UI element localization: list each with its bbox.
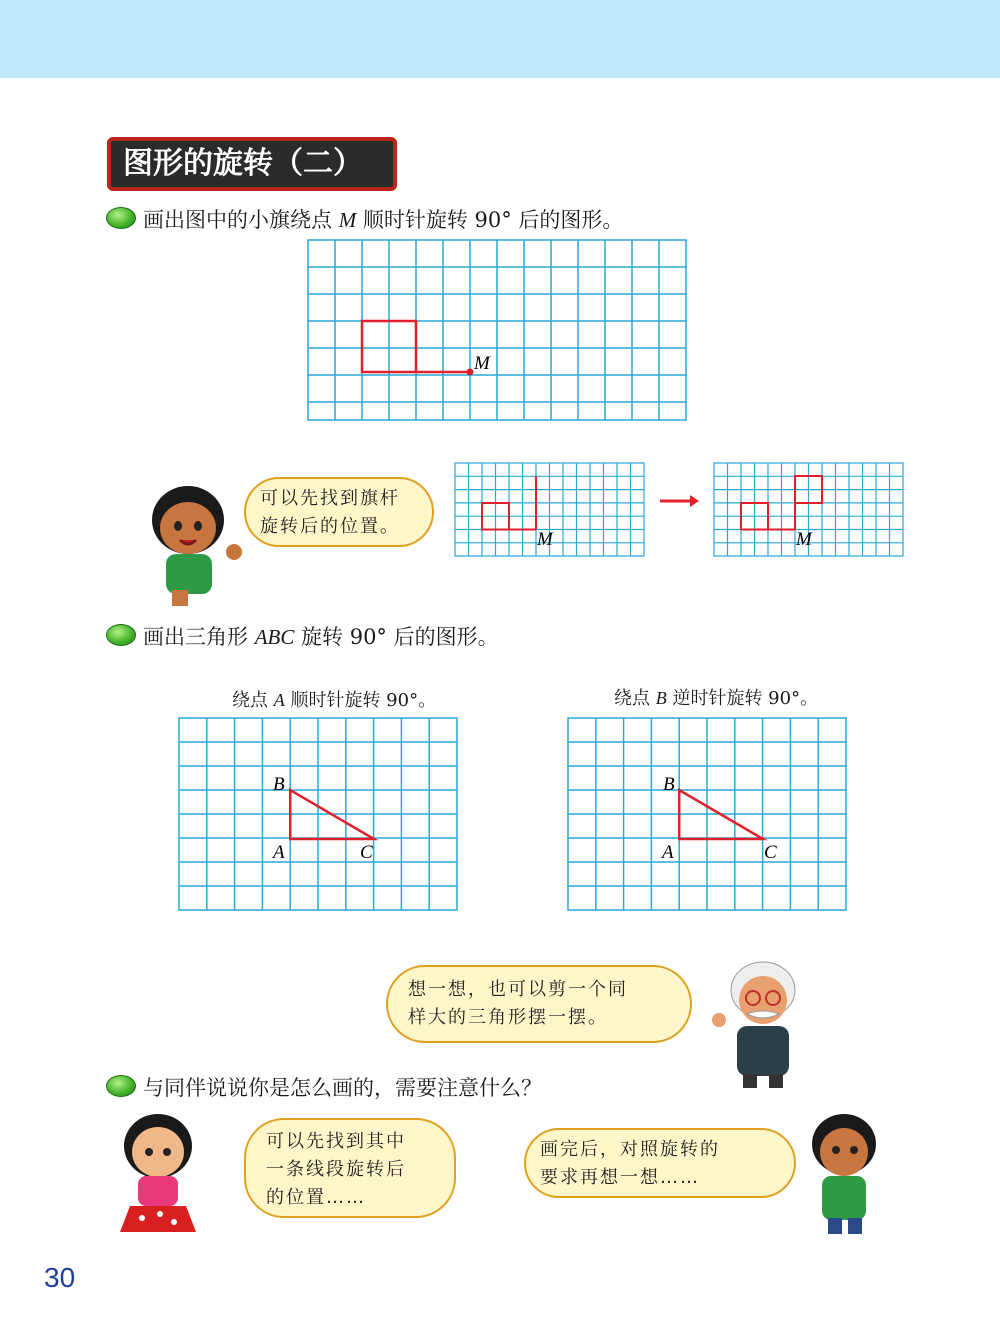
label-a: A bbox=[273, 842, 285, 863]
hint-bubble-1 bbox=[244, 477, 434, 547]
grid-lines bbox=[308, 240, 686, 420]
subtask-a-post: 顺时针旋转 90°。 bbox=[284, 690, 437, 711]
question-1-point: M bbox=[338, 208, 357, 232]
page-number: 30 bbox=[44, 1262, 76, 1293]
question-2-text-post: 旋转 90° 后的图形。 bbox=[294, 625, 499, 649]
label-m-hint-after: M bbox=[796, 529, 812, 550]
label-m: M bbox=[474, 353, 490, 374]
hint-bubble-4 bbox=[524, 1128, 796, 1198]
subtask-a-pre: 绕点 bbox=[232, 690, 274, 711]
label-b: B bbox=[663, 774, 675, 795]
arrow-icon bbox=[658, 494, 700, 508]
label-c: C bbox=[360, 842, 373, 863]
grid-triangle-a[interactable] bbox=[179, 718, 459, 912]
bullet-icon bbox=[106, 1075, 136, 1097]
bullet-icon bbox=[106, 624, 136, 646]
hint-2-line-2: 样大的三角形摆一摆。 bbox=[408, 1007, 608, 1028]
label-m-hint-before: M bbox=[537, 529, 553, 550]
label-a: A bbox=[662, 842, 674, 863]
top-banner bbox=[0, 0, 1000, 78]
subtask-b-label bbox=[614, 684, 818, 710]
subtask-a-point: A bbox=[273, 690, 285, 710]
point-m bbox=[467, 369, 474, 376]
hint-grid-after bbox=[714, 463, 904, 558]
label-c: C bbox=[764, 842, 777, 863]
question-2 bbox=[143, 621, 499, 651]
subtask-a-label bbox=[232, 686, 436, 712]
question-2-text-pre: 画出三角形 bbox=[143, 625, 255, 649]
question-2-triangle-name: ABC bbox=[254, 625, 295, 649]
hint-2-line-1: 想一想，也可以剪一个同 bbox=[408, 979, 628, 1000]
hint-bubble-2 bbox=[386, 965, 692, 1043]
boy-thinking-illustration bbox=[800, 1108, 890, 1240]
question-1-text-post: 顺时针旋转 90° 后的图形。 bbox=[356, 208, 624, 232]
question-1-text-pre: 画出图中的小旗绕点 bbox=[143, 208, 339, 232]
hint-3-line-3: 的位置…… bbox=[266, 1187, 366, 1208]
question-3: 与同伴说说你是怎么画的，需要注意什么？ bbox=[143, 1076, 542, 1100]
bullet-icon bbox=[106, 207, 136, 229]
grid-main[interactable] bbox=[308, 240, 688, 422]
label-b: B bbox=[273, 774, 285, 795]
flag-shape bbox=[362, 321, 470, 372]
grandpa-character-illustration bbox=[705, 958, 815, 1092]
subtask-b-post: 逆时针旋转 90°。 bbox=[666, 688, 819, 709]
hint-1-line-1: 可以先找到旗杆 bbox=[260, 488, 400, 509]
hint-grid-before bbox=[455, 463, 645, 558]
boy-character-illustration bbox=[140, 478, 250, 608]
hint-3-line-1: 可以先找到其中 bbox=[266, 1131, 406, 1152]
hint-4-line-2: 要求再想一想…… bbox=[540, 1167, 700, 1188]
hint-4-line-1: 画完后，对照旋转的 bbox=[540, 1139, 720, 1160]
question-1 bbox=[143, 204, 623, 234]
section-title: 图形的旋转（二） bbox=[107, 137, 397, 191]
girl-character-illustration bbox=[112, 1110, 212, 1242]
subtask-b-point: B bbox=[655, 688, 667, 708]
hint-bubble-3 bbox=[244, 1118, 456, 1218]
hint-3-line-2: 一条线段旋转后 bbox=[266, 1159, 406, 1180]
subtask-b-pre: 绕点 bbox=[614, 688, 656, 709]
grid-triangle-b[interactable] bbox=[568, 718, 848, 912]
hint-1-line-2: 旋转后的位置。 bbox=[260, 516, 400, 537]
